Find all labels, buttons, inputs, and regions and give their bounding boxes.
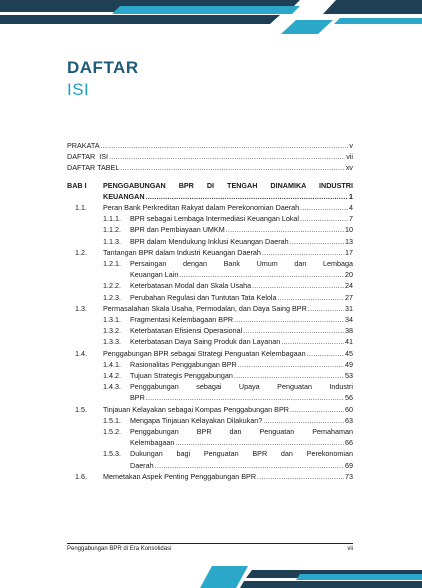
toc-leader [300,213,348,224]
subsection-title-line1: Penggabungan sebagai Upaya Penguatan Industri [130,382,353,392]
section-page: 60 [345,404,353,414]
chapter-number: BAB I [67,180,87,190]
section-page: 4 [349,203,353,213]
header-decoration [0,0,422,34]
subsection-number: 1.3.2. [103,326,121,336]
toc-leader [308,303,344,314]
toc-leader [290,404,344,415]
toc-entry-title: DAFTAR ISI [67,152,108,162]
section-page: 31 [345,303,353,313]
subsection-number: 1.5.3. [103,449,121,459]
subsection-number: 1.5.1. [103,415,121,425]
subsection-number: 1.1.2. [103,225,121,235]
page-footer [67,543,353,552]
toc-subsection-1-2-3[interactable] [67,292,353,303]
toc-entry-page: vii [346,152,353,162]
toc-entry-daftar-isi[interactable] [67,151,353,162]
footer-block-cyan [200,566,248,588]
footer-book-title: Penggabungan BPR di Era Konsolidasi [67,546,172,552]
subsection-page: 20 [345,270,353,280]
toc-subsection-1-5-3[interactable] [67,448,353,470]
toc-subsection-1-5-1[interactable] [67,415,353,426]
toc-leader [262,247,344,258]
section-number: 1.4. [75,348,87,358]
subsection-number: 1.4.2. [103,371,121,381]
toc-leader [252,280,344,291]
subsection-number: 1.1.1. [103,214,121,224]
chapter-title-line2: KEUANGAN [103,191,145,201]
toc-subsection-1-4-3[interactable] [67,381,353,403]
subsection-page: 24 [345,281,353,291]
toc-section-1-4[interactable] [67,348,353,359]
subsection-title-line1: Penggabungan BPR dan Penguatan Pemahaman [130,427,353,437]
toc-leader [278,292,344,303]
subsection-title: Fragmentasi Kelembagaan BPR [130,315,234,325]
subsection-title: Rasionalitas Penggabungan BPR [130,359,237,369]
header-stripe-cyan [112,6,300,14]
footer-stripe-navy-2 [240,581,422,588]
toc-entry-page: xv [345,163,353,173]
subsection-title: BPR sebagai Lembaga Intermediasi Keuangan Lokal [130,214,300,224]
toc-subsection-1-2-1[interactable] [67,258,353,280]
section-number: 1.1. [75,203,87,213]
toc-leader [179,269,344,280]
header-stripe-navy-2 [0,15,280,24]
subsection-page: 7 [349,214,353,224]
section-number: 1.2. [75,247,87,257]
toc-leader [100,140,348,151]
subsection-page: 53 [345,371,353,381]
toc-entry-title: DAFTAR TABEL [67,163,120,173]
subsection-title: Keuangan Lain [130,270,179,280]
subsection-number: 1.5.2. [103,427,121,437]
section-number: 1.3. [75,303,87,313]
footer-page-number: vii [347,546,353,552]
toc-leader [146,392,344,403]
subsection-number: 1.3.1. [103,315,121,325]
subsection-page: 63 [345,415,353,425]
subsection-title-line1: Persaingan dengan Bank Umum dan Lembaga [130,259,353,269]
toc-leader [109,151,345,162]
subsection-title: Mengapa Tinjauan Kelayakan Dilakukan? [130,415,263,425]
header-block-cyan-2 [334,18,422,24]
toc-subsection-1-1-2[interactable] [67,224,353,235]
section-page: 45 [345,348,353,358]
toc-leader [257,471,344,482]
toc-leader [146,191,348,202]
toc-subsection-1-4-2[interactable] [67,370,353,381]
subsection-title: Keterbatasan Efisiensi Operasional [130,326,243,336]
subsection-title: Kelembagaan [130,438,175,448]
toc-subsection-1-2-2[interactable] [67,280,353,291]
section-title: Penggabungan BPR sebagai Strategi Penguatan Kelembagaan [103,348,306,358]
toc-leader [175,437,344,448]
subsection-number: 1.1.3. [103,236,121,246]
toc-leader [281,336,344,347]
subsection-page: 66 [345,438,353,448]
subsection-title: Tujuan Strategis Penggabungan [130,371,233,381]
toc-chapter-1[interactable] [67,180,353,202]
subsection-title-line1: Dukungan bagi Penguatan BPR dan Perekonomian [130,449,353,459]
subsection-title: Daerah [130,460,154,470]
subsection-page: 27 [345,292,353,302]
subsection-page: 56 [345,393,353,403]
toc-subsection-1-5-2[interactable] [67,426,353,448]
section-title: Peran Bank Perkreditan Rakyat dalam Perekonomian Daerah [103,203,300,213]
subsection-title: Keterbatasan Modal dan Skala Usaha [130,281,252,291]
subsection-number: 1.4.1. [103,359,121,369]
chapter-title-line1: PENGGABUNGAN BPR DI TENGAH DINAMIKA INDUSTRI [103,180,353,190]
section-number: 1.5. [75,404,87,414]
subsection-title: BPR dan Pembiayaan UMKM [130,225,225,235]
toc-leader [234,314,344,325]
subsection-page: 13 [345,236,353,246]
toc-subsection-1-3-3[interactable] [67,336,353,347]
section-page: 73 [345,471,353,481]
toc-subsection-1-1-1[interactable] [67,213,353,224]
subsection-page: 49 [345,359,353,369]
toc-subsection-1-3-1[interactable] [67,314,353,325]
toc-entry-prakata[interactable] [67,140,353,151]
subsection-page: 34 [345,315,353,325]
page-title: DAFTAR [67,58,139,77]
subsection-number: 1.2.2. [103,281,121,291]
header-block-cyan [281,20,333,34]
toc-leader [263,415,344,426]
chapter-page: 1 [349,191,353,201]
subsection-number: 1.2.1. [103,259,121,269]
table-of-contents [67,140,353,482]
subsection-page: 69 [345,460,353,470]
footer-stripe-cyan [296,574,422,580]
toc-leader [234,370,344,381]
toc-leader [243,325,344,336]
page-subtitle: ISI [67,80,90,99]
toc-leader [307,348,344,359]
section-title: Memetakan Aspek Penting Penggabungan BPR [103,471,257,481]
subsection-number: 1.4.3. [103,382,121,392]
subsection-page: 41 [345,337,353,347]
toc-leader [290,236,344,247]
toc-entry-daftar-tabel[interactable] [67,162,353,173]
toc-leader [300,202,348,213]
section-number: 1.6. [75,471,87,481]
header-block-navy [323,0,422,14]
toc-section-1-6[interactable] [67,471,353,482]
subsection-page: 10 [345,225,353,235]
toc-subsection-1-3-2[interactable] [67,325,353,336]
toc-section-1-2[interactable] [67,247,353,258]
subsection-title: Perubahan Regulasi dan Tuntutan Tata Kelola [130,292,277,302]
subsection-title: BPR [130,393,145,403]
subsection-title: Keterbatasan Daya Saing Produk dan Layanan [130,337,281,347]
toc-entry-page: v [349,141,353,150]
subsection-page: 38 [345,326,353,336]
toc-leader [155,460,344,471]
section-title: Tantangan BPR dalam Industri Keuangan Daerah [103,247,261,257]
toc-leader [120,162,344,173]
footer-decoration [0,566,422,588]
section-page: 17 [345,247,353,257]
toc-leader [238,359,344,370]
toc-leader [226,224,344,235]
subsection-number: 1.3.3. [103,337,121,347]
toc-section-1-5[interactable] [67,404,353,415]
section-title: Tinjauan Kelayakan sebagai Kompas Penggabungan BPR [103,404,289,414]
toc-subsection-1-1-3[interactable] [67,236,353,247]
toc-entry-title: PRAKATA [67,141,100,150]
subsection-title: BPR dalam Mendukung Inklusi Keuangan Daerah [130,236,289,246]
toc-section-1-1[interactable] [67,202,353,213]
toc-subsection-1-4-1[interactable] [67,359,353,370]
toc-section-1-3[interactable] [67,303,353,314]
subsection-number: 1.2.3. [103,292,121,302]
section-title: Permasalahan Skala Usaha, Permodalan, dan Daya Saing BPR [103,303,307,313]
